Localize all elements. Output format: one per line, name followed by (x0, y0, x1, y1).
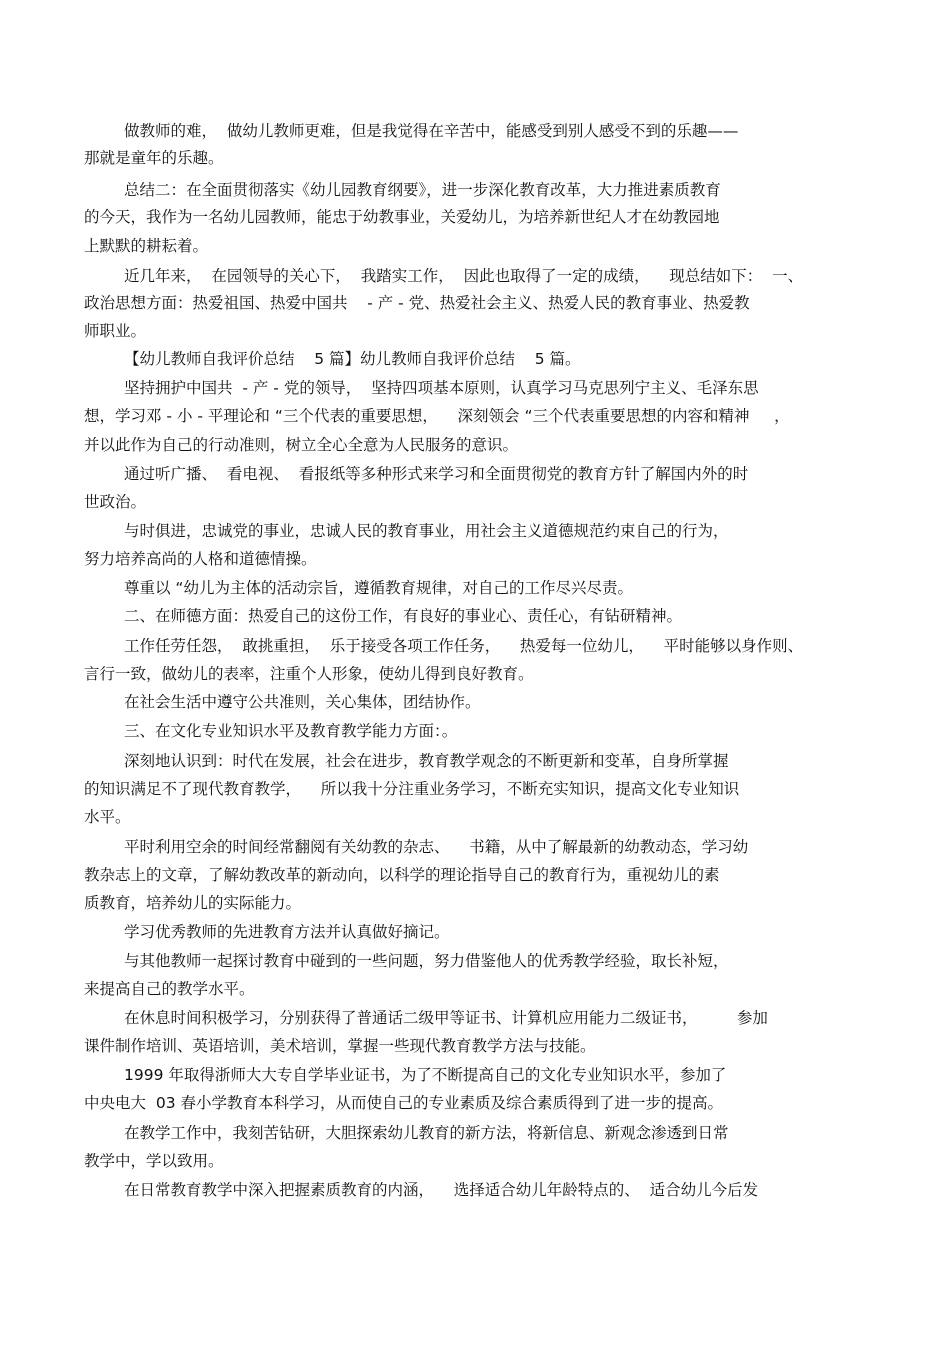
text-line: 在日常教育教学中深入把握素质教育的内涵， 选择适合幼儿年龄特点的、 适合幼儿今后发 (124, 1181, 759, 1199)
text-line: 三、在文化专业知识水平及教育教学能力方面：。 (124, 722, 458, 740)
text-line: 世政治。 (84, 493, 147, 511)
text-line: 1999 年取得浙师大大专自学毕业证书，为了不断提高自己的文化专业知识水平，参加了 (124, 1066, 727, 1084)
text-line: 想，学习邓 - 小 - 平理论和 “三个代表的重要思想， 深刻领会 “三个代表重要思想的内容和精神 ， (84, 407, 790, 425)
text-line: 总结二：在全面贯彻落实《幼儿园教育纲要》，进一步深化教育改革，大力推进素质教育 (124, 181, 721, 199)
text-line: 质教育，培养幼儿的实际能力。 (84, 894, 302, 912)
text-line: 教杂志上的文章，了解幼教改革的新动向，以科学的理论指导自己的教育行为，重视幼儿的素 (84, 866, 720, 884)
text-line: 通过听广播、 看电视、 看报纸等多种形式来学习和全面贯彻党的教育方针了解国内外的时 (124, 465, 749, 483)
text-line: 做教师的难， 做幼儿教师更难，但是我觉得在辛苦中，能感受到别人感受不到的乐趣—— (124, 122, 739, 140)
text-line: 平时利用空余的时间经常翻阅有关幼教的杂志、 书籍，从中了解最新的幼教动态，学习幼 (124, 838, 749, 856)
text-line: 水平。 (84, 808, 131, 826)
text-line: 政治思想方面：热爱祖国、热爱中国共 - 产 - 党、热爱社会主义、热爱人民的教育事业、热爱教 (84, 294, 750, 312)
text-line: 坚持拥护中国共 - 产 - 党的领导， 坚持四项基本原则，认真学习马克思列宁主义、毛泽东思 (124, 379, 759, 397)
text-line: 在社会生活中遵守公共准则，关心集体，团结协作。 (124, 693, 481, 711)
text-line: 的知识满足不了现代教育教学， 所以我十分注重业务学习，不断充实知识，提高文化专业知识 (84, 780, 740, 798)
text-line: 教学中，学以致用。 (84, 1152, 224, 1170)
text-line: 来提高自己的教学水平。 (84, 980, 255, 998)
text-line: 在教学工作中，我刻苦钻研，大胆探索幼儿教育的新方法，将新信息、新观念渗透到日常 (124, 1124, 729, 1142)
text-line: 上默默的耕耘着。 (84, 237, 209, 255)
text-line: 言行一致，做幼儿的表率，注重个人形象，使幼儿得到良好教育。 (84, 665, 534, 683)
text-line: 努力培养高尚的人格和道德情操。 (84, 550, 317, 568)
text-line: 在休息时间积极学习，分别获得了普通话二级甲等证书、计算机应用能力二级证书， 参加 (124, 1009, 768, 1027)
text-line: 并以此作为自己的行动准则，树立全心全意为人民服务的意识。 (84, 436, 519, 454)
text-line: 中央电大 03 春小学教育本科学习，从而使自己的专业素质及综合素质得到了进一步的提高。 (84, 1094, 724, 1112)
text-line: 的今天，我作为一名幼儿园教师，能忠于幼教事业，关爱幼儿，为培养新世纪人才在幼教园地 (84, 208, 720, 226)
text-line: 师职业。 (84, 322, 147, 340)
text-line: 与其他教师一起探讨教育中碰到的一些问题，努力借鉴他人的优秀教学经验，取长补短， (124, 952, 729, 970)
text-line: 【幼儿教师自我评价总结 5 篇】幼儿教师自我评价总结 5 篇。 (124, 350, 581, 368)
text-line: 那就是童年的乐趣。 (84, 149, 224, 167)
text-line: 与时俱进，忠诚党的事业，忠诚人民的教育事业，用社会主义道德规范约束自己的行为， (124, 522, 729, 540)
text-line: 深刻地认识到：时代在发展，社会在进步，教育教学观念的不断更新和变革，自身所掌握 (124, 752, 729, 770)
text-line: 二、在师德方面：热爱自己的这份工作，有良好的事业心、责任心，有钻研精神。 (124, 607, 683, 625)
text-line: 课件制作培训、英语培训，美术培训，掌握一些现代教育教学方法与技能。 (84, 1037, 596, 1055)
text-line: 学习优秀教师的先进教育方法并认真做好摘记。 (124, 923, 450, 941)
text-line: 工作任劳任怨， 敢挑重担， 乐于接受各项工作任务， 热爱每一位幼儿， 平时能够以身作则、 (124, 637, 804, 655)
text-line: 近几年来， 在园领导的关心下， 我踏实工作， 因此也取得了一定的成绩， 现总结如下： 一、 (124, 267, 804, 285)
text-line: 尊重以 “幼儿为主体的活动宗旨，遵循教育规律，对自己的工作尽兴尽责。 (124, 579, 633, 597)
